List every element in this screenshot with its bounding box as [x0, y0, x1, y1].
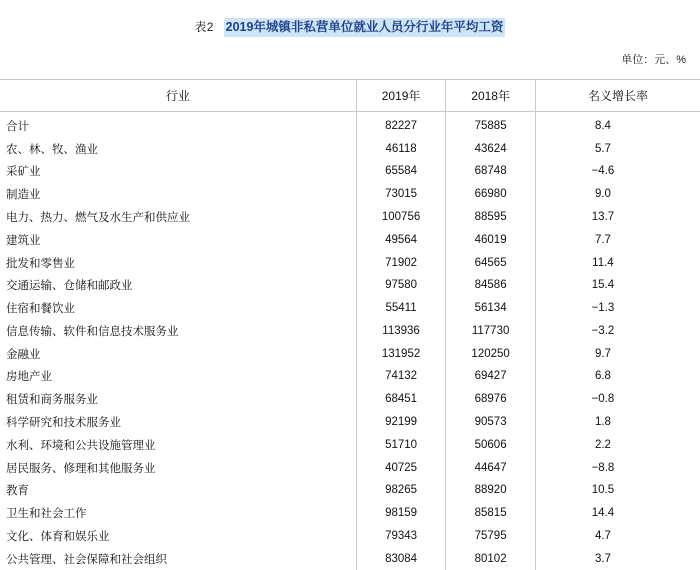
cell-2019: 79343 — [356, 525, 446, 548]
cell-2019: 131952 — [356, 342, 446, 365]
table-row — [0, 342, 700, 365]
table-row — [0, 479, 700, 502]
cell-2018: 117730 — [446, 320, 536, 343]
table-row — [0, 411, 700, 434]
table-row — [0, 183, 700, 206]
table-number-label: 表2 — [194, 20, 214, 34]
cell-growth: 4.7 — [594, 529, 611, 542]
cell-2019: 83084 — [356, 547, 446, 570]
cell-growth: 15.4 — [591, 279, 615, 292]
cell-2019: 92199 — [356, 411, 446, 434]
cell-growth: 1.8 — [594, 416, 611, 429]
table-row — [0, 456, 700, 479]
unit-note: 单位：元、% — [621, 53, 686, 66]
cell-2018: 88920 — [446, 479, 536, 502]
cell-2018: 88595 — [446, 206, 536, 229]
cell-2018: 120250 — [446, 342, 536, 365]
cell-growth: 3.7 — [594, 552, 611, 565]
cell-industry: 金融业 — [0, 342, 356, 365]
cell-2019: 40725 — [356, 456, 446, 479]
cell-growth: 7.7 — [594, 233, 611, 246]
cell-2019: 55411 — [356, 297, 446, 320]
cell-growth: 10.5 — [591, 484, 615, 497]
cell-2019: 49564 — [356, 228, 446, 251]
cell-2019: 74132 — [356, 365, 446, 388]
table-row — [0, 274, 700, 297]
cell-2018: 84586 — [446, 274, 536, 297]
cell-growth: −3.2 — [591, 324, 615, 337]
cell-2019: 97580 — [356, 274, 446, 297]
table-row — [0, 206, 700, 229]
cell-2019: 46118 — [356, 137, 446, 160]
cell-industry: 房地产业 — [0, 365, 356, 388]
table-header-row — [0, 79, 700, 111]
cell-2018: 44647 — [446, 456, 536, 479]
cell-industry: 教育 — [0, 479, 356, 502]
cell-2019: 98265 — [356, 479, 446, 502]
cell-2019: 100756 — [356, 206, 446, 229]
table-row — [0, 251, 700, 274]
cell-2018: 68748 — [446, 160, 536, 183]
cell-growth: −0.8 — [591, 393, 615, 406]
column-header-growth: 名义增长率 — [535, 79, 700, 111]
cell-growth: −8.8 — [591, 461, 615, 474]
table-row — [0, 388, 700, 411]
cell-industry: 电力、热力、燃气及水生产和供应业 — [0, 206, 356, 229]
table-row — [0, 365, 700, 388]
cell-industry: 租赁和商务服务业 — [0, 388, 356, 411]
cell-growth: 9.0 — [594, 188, 611, 201]
cell-growth: 6.8 — [594, 370, 611, 383]
cell-2019: 73015 — [356, 183, 446, 206]
cell-2019: 82227 — [356, 111, 446, 137]
table-row — [0, 433, 700, 456]
cell-2019: 51710 — [356, 433, 446, 456]
wage-table — [0, 79, 700, 570]
cell-industry: 信息传输、软件和信息技术服务业 — [0, 320, 356, 343]
cell-2018: 69427 — [446, 365, 536, 388]
cell-growth: 11.4 — [592, 256, 614, 269]
cell-2018: 50606 — [446, 433, 536, 456]
table-body — [0, 111, 700, 570]
cell-growth: −4.6 — [591, 165, 615, 178]
cell-industry: 水利、环境和公共设施管理业 — [0, 433, 356, 456]
cell-2018: 85815 — [446, 502, 536, 525]
cell-growth: 13.7 — [591, 211, 615, 223]
table-header — [0, 79, 700, 111]
cell-2018: 43624 — [446, 137, 536, 160]
cell-growth: 14.4 — [591, 507, 615, 520]
column-header-industry: 行业 — [0, 79, 356, 111]
cell-2018: 80102 — [446, 547, 536, 570]
cell-growth: 2.2 — [594, 438, 611, 451]
cell-industry: 采矿业 — [0, 160, 356, 183]
cell-industry: 居民服务、修理和其他服务业 — [0, 456, 356, 479]
cell-2018: 64565 — [446, 251, 536, 274]
cell-growth: 8.4 — [594, 119, 611, 132]
table-row — [0, 547, 700, 570]
cell-2018: 66980 — [446, 183, 536, 206]
cell-industry: 文化、体育和娱乐业 — [0, 525, 356, 548]
cell-industry: 公共管理、社会保障和社会组织 — [0, 547, 356, 570]
table-row — [0, 502, 700, 525]
cell-2019: 71902 — [356, 251, 446, 274]
table-row — [0, 160, 700, 183]
cell-2019: 65584 — [356, 160, 446, 183]
cell-industry: 建筑业 — [0, 228, 356, 251]
table-row — [0, 320, 700, 343]
table-row — [0, 137, 700, 160]
column-header-2018: 2018年 — [446, 79, 536, 111]
cell-2019: 98159 — [356, 502, 446, 525]
cell-industry: 批发和零售业 — [0, 251, 356, 274]
cell-industry: 卫生和社会工作 — [0, 502, 356, 525]
table-caption — [0, 0, 700, 37]
cell-2018: 75885 — [446, 111, 536, 137]
table-title: 2019年城镇非私营单位就业人员分行业年平均工资 — [224, 18, 506, 37]
cell-2019: 113936 — [356, 320, 446, 343]
cell-industry: 制造业 — [0, 183, 356, 206]
cell-2018: 56134 — [446, 297, 536, 320]
cell-2018: 68976 — [446, 388, 536, 411]
cell-2018: 46019 — [446, 228, 536, 251]
table-row — [0, 525, 700, 548]
cell-growth: −1.3 — [591, 302, 615, 315]
cell-industry: 交通运输、仓储和邮政业 — [0, 274, 356, 297]
cell-industry: 住宿和餐饮业 — [0, 297, 356, 320]
cell-industry: 科学研究和技术服务业 — [0, 411, 356, 434]
column-header-2019: 2019年 — [356, 79, 446, 111]
table-row — [0, 228, 700, 251]
table-row — [0, 111, 700, 137]
cell-growth: 9.7 — [594, 347, 611, 360]
table-row — [0, 297, 700, 320]
cell-2019: 68451 — [356, 388, 446, 411]
cell-2018: 75795 — [446, 525, 536, 548]
cell-growth: 5.7 — [594, 142, 611, 155]
cell-2018: 90573 — [446, 411, 536, 434]
cell-industry: 合计 — [0, 111, 356, 137]
cell-industry: 农、林、牧、渔业 — [0, 137, 356, 160]
